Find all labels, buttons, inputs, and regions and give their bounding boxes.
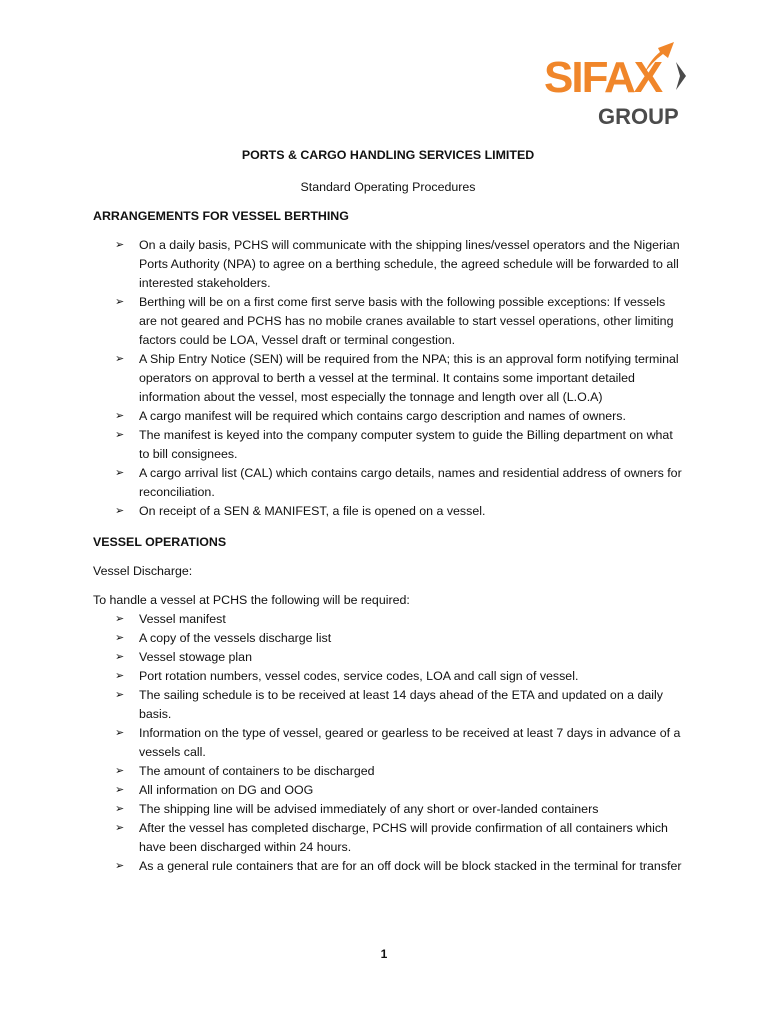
sifax-group-logo [540, 40, 690, 130]
arrow-bullet-icon: ➢ [115, 784, 125, 796]
list-item-text: The shipping line will be advised immediately of any short or over-landed containers [139, 802, 599, 816]
list-item-text: A cargo manifest will be required which contains cargo description and names of owners. [139, 409, 626, 423]
logo-sub-text: GROUP [598, 104, 679, 129]
list-item [93, 610, 683, 629]
section-heading-berthing: ARRANGEMENTS FOR VESSEL BERTHING [93, 209, 349, 223]
list-item [93, 426, 683, 464]
discharge-requirements-list [93, 610, 683, 876]
list-item-text: A Ship Entry Notice (SEN) will be required from the NPA; this is an approval form notifying terminal operators on approval to berth a vessel at the terminal. It contains some important detailed information about the vessel, most especially the tonnage and length over all (L.O.A) [139, 352, 679, 404]
page-number: 1 [380, 947, 388, 961]
arrow-bullet-icon: ➢ [115, 296, 125, 308]
arrow-bullet-icon: ➢ [115, 239, 125, 251]
document-subtitle: Standard Operating Procedures [300, 180, 476, 194]
list-item [93, 236, 683, 293]
list-item [93, 686, 683, 724]
arrow-bullet-icon: ➢ [115, 353, 125, 365]
arrow-bullet-icon: ➢ [115, 651, 125, 663]
list-item-text: Berthing will be on a first come first serve basis with the following possible exceptions: If vessels are not geared and PCHS has no mobile cranes available to start vessel operations, other limiting factors could be LOA, Vessel draft or terminal congestion. [139, 295, 674, 347]
list-item [93, 293, 683, 350]
arrow-bullet-icon: ➢ [115, 765, 125, 777]
list-item [93, 648, 683, 667]
arrow-bullet-icon: ➢ [115, 467, 125, 479]
list-item [93, 667, 683, 686]
section-heading-operations: VESSEL OPERATIONS [93, 535, 227, 549]
list-item-text: The amount of containers to be discharged [139, 764, 375, 778]
logo-brand-text: SIFAX [544, 53, 662, 102]
list-item [93, 350, 683, 407]
list-item-text: Vessel stowage plan [139, 650, 252, 664]
list-item-text: Information on the type of vessel, geared or gearless to be received at least 7 days in advance of a vessels call. [139, 726, 681, 759]
list-item-text: Port rotation numbers, vessel codes, service codes, LOA and call sign of vessel. [139, 669, 579, 683]
list-item-text: On receipt of a SEN & MANIFEST, a file is opened on a vessel. [139, 504, 486, 518]
arrow-bullet-icon: ➢ [115, 860, 125, 872]
arrow-bullet-icon: ➢ [115, 429, 125, 441]
arrow-bullet-icon: ➢ [115, 505, 125, 517]
list-item-text: Vessel manifest [139, 612, 226, 626]
arrow-bullet-icon: ➢ [115, 613, 125, 625]
list-item [93, 857, 683, 876]
berthing-list [93, 236, 683, 521]
list-item-text: After the vessel has completed discharge, PCHS will provide confirmation of all containers which have been discharged within 24 hours. [139, 821, 668, 854]
list-item [93, 407, 683, 426]
discharge-intro: To handle a vessel at PCHS the following will be required: [93, 593, 410, 607]
document-title: PORTS & CARGO HANDLING SERVICES LIMITED [241, 148, 535, 162]
arrow-bullet-icon: ➢ [115, 670, 125, 682]
arrow-bullet-icon: ➢ [115, 822, 125, 834]
list-item [93, 502, 683, 521]
list-item-text: The sailing schedule is to be received at least 14 days ahead of the ETA and updated on a daily basis. [139, 688, 663, 721]
list-item [93, 819, 683, 857]
arrow-bullet-icon: ➢ [115, 803, 125, 815]
logo-graphic [540, 40, 690, 130]
arrow-bullet-icon: ➢ [115, 727, 125, 739]
document-body [93, 146, 683, 886]
list-item-text: All information on DG and OOG [139, 783, 314, 797]
logo-chevron [676, 62, 686, 90]
list-item [93, 762, 683, 781]
arrow-bullet-icon: ➢ [115, 410, 125, 422]
arrow-bullet-icon: ➢ [115, 689, 125, 701]
list-item-text: On a daily basis, PCHS will communicate with the shipping lines/vessel operators and the Nigerian Ports Authority (NPA) to agree on a berthing schedule, the agreed schedule will be forwarded to all interested stakeholders. [139, 238, 680, 290]
list-item [93, 800, 683, 819]
list-item-text: As a general rule containers that are for an off dock will be block stacked in the terminal for transfer [139, 859, 682, 873]
list-item-text: A copy of the vessels discharge list [139, 631, 332, 645]
subheading-vessel-discharge: Vessel Discharge: [93, 564, 193, 578]
list-item [93, 464, 683, 502]
list-item [93, 724, 683, 762]
list-item [93, 629, 683, 648]
list-item-text: A cargo arrival list (CAL) which contains cargo details, names and residential address of owners for reconciliation. [139, 466, 682, 499]
arrow-bullet-icon: ➢ [115, 632, 125, 644]
list-item-text: The manifest is keyed into the company computer system to guide the Billing department on what to bill consignees. [139, 428, 673, 461]
list-item [93, 781, 683, 800]
